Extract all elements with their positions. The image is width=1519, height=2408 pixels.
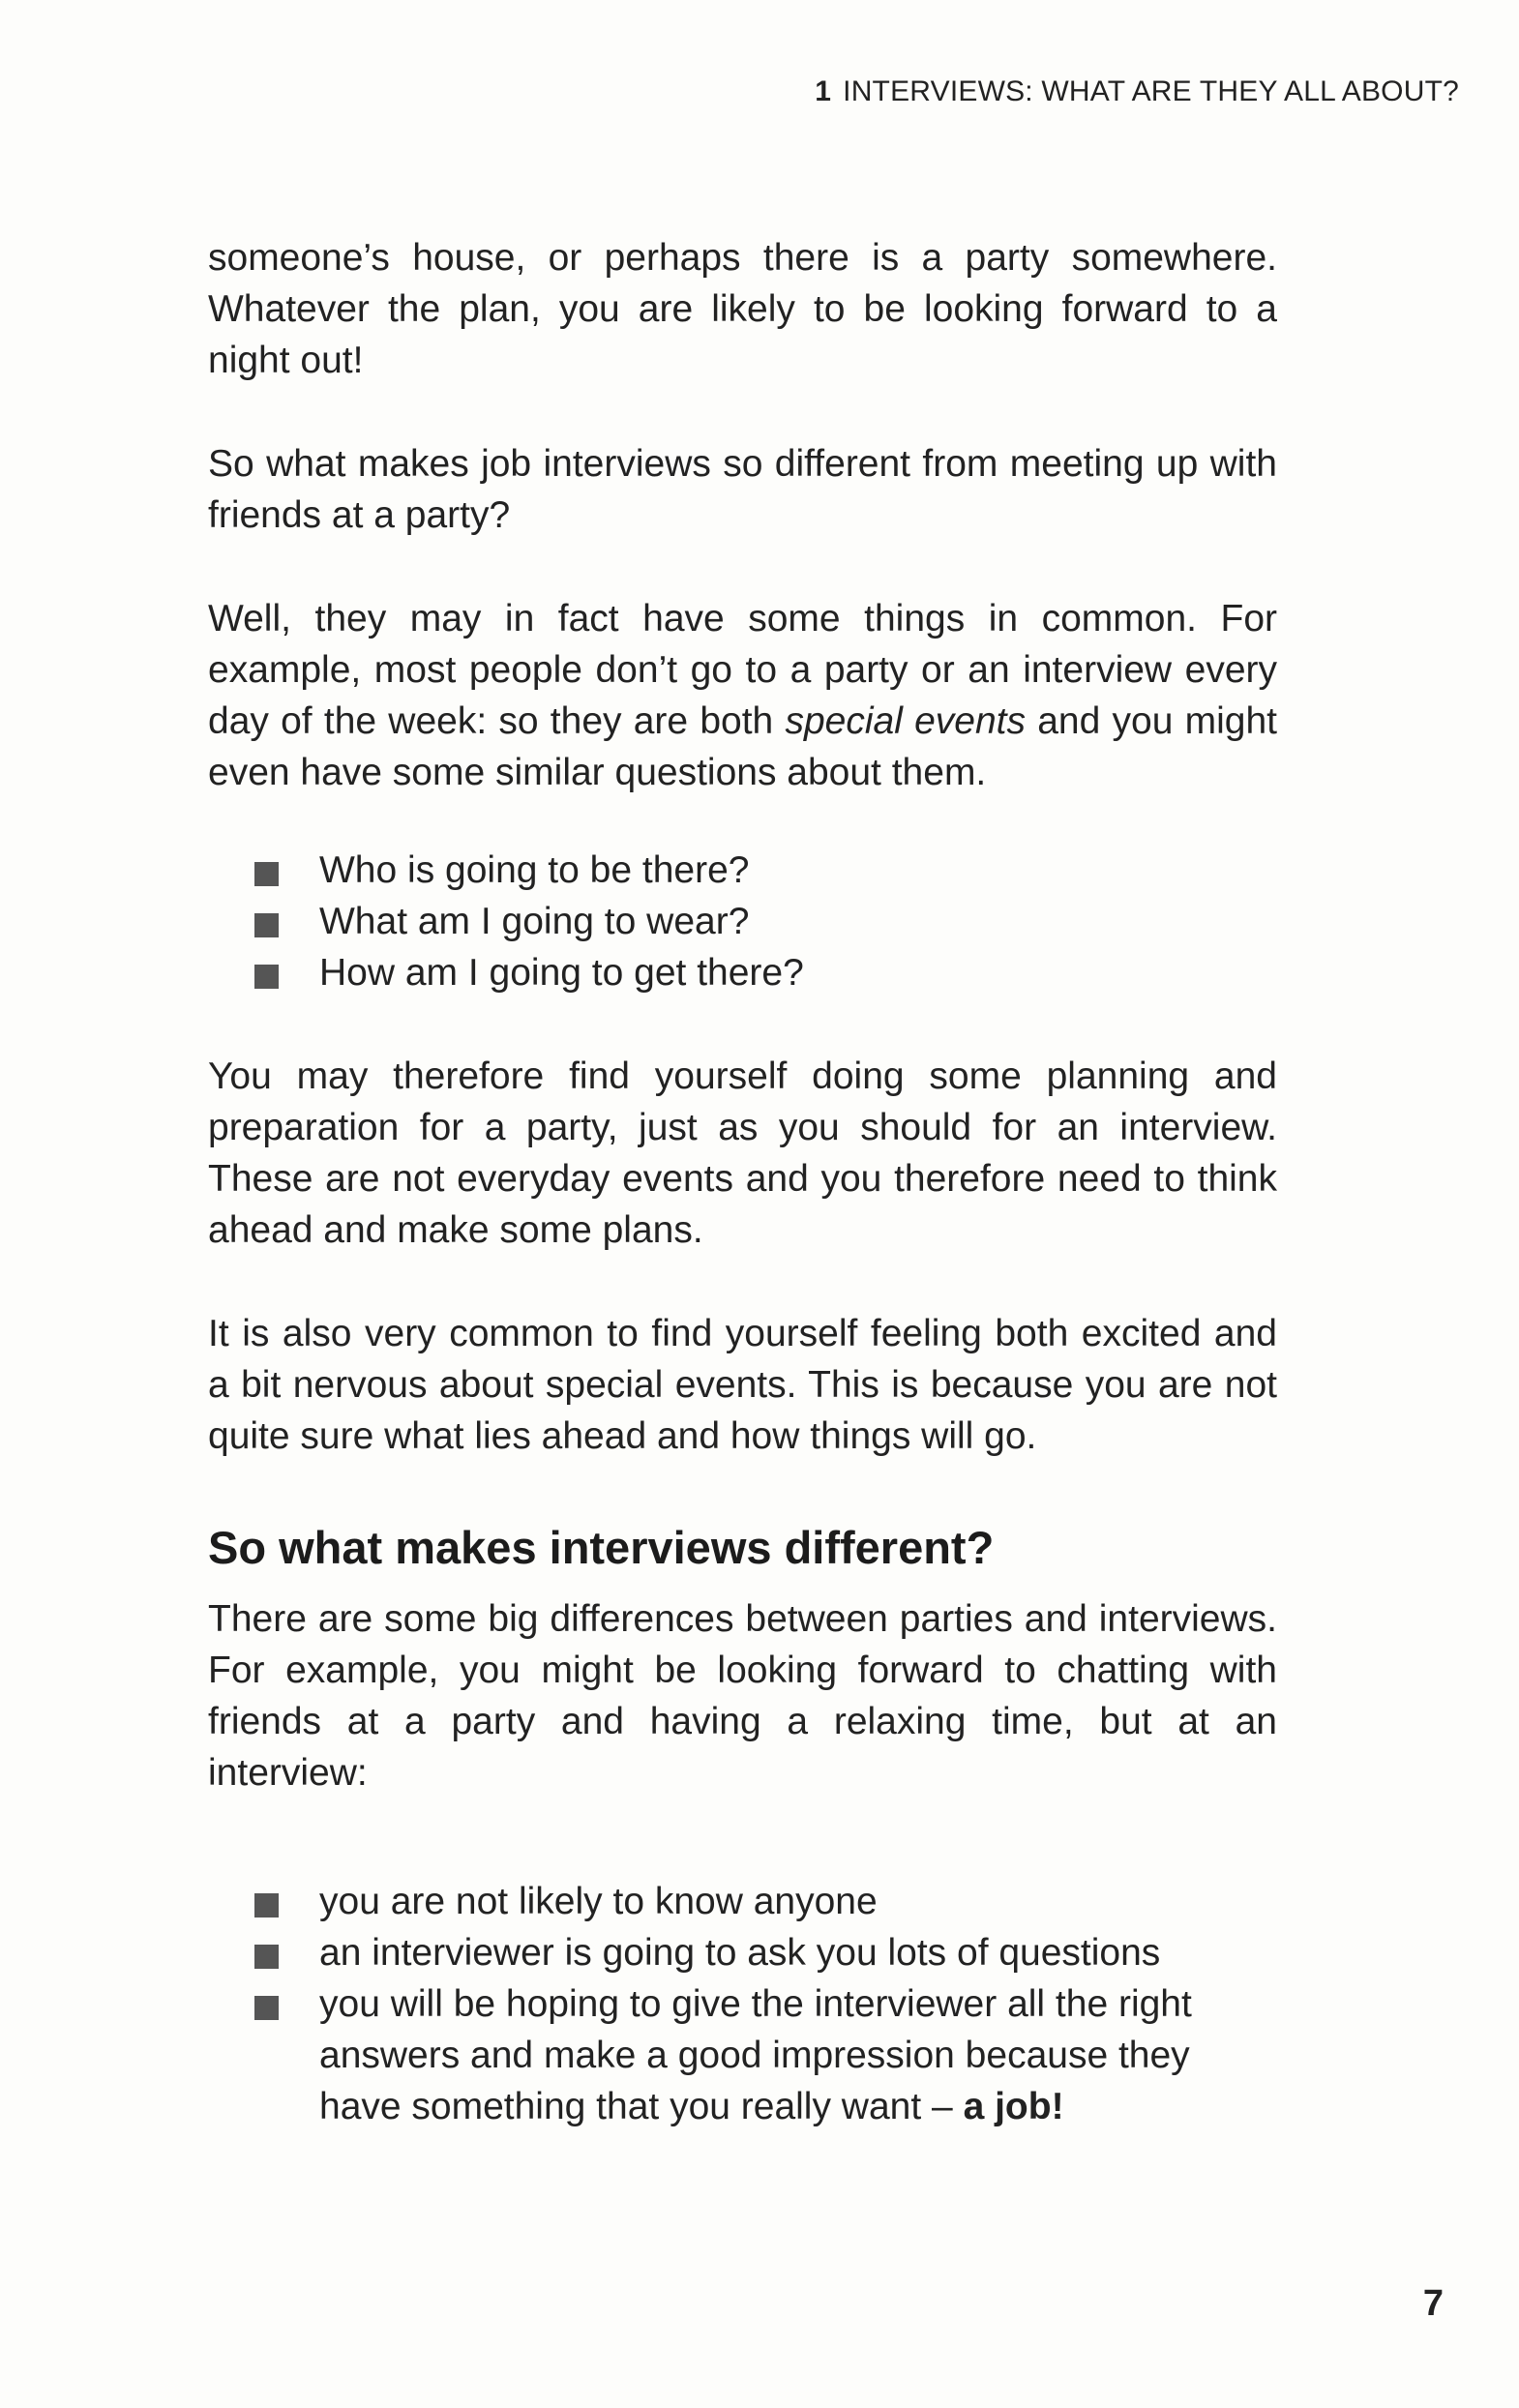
section-heading: So what makes interviews different?: [208, 1522, 995, 1573]
list-item: [208, 896, 1277, 947]
list-item-text: What am I going to wear?: [319, 901, 750, 942]
paragraph-3: [208, 593, 1277, 798]
paragraph-3-emphasis: special events: [785, 700, 1026, 742]
square-bullet-icon: [254, 965, 279, 989]
list-item-emphasis: a job!: [963, 2086, 1064, 2127]
paragraph-5: It is also very common to find yourself feeling both excited and a bit nervous about special events. This is because you are not quite sure what lies ahead and how things will go.: [208, 1313, 1277, 1457]
square-bullet-icon: [254, 862, 279, 886]
paragraph-1: someone’s house, or perhaps there is a party somewhere. Whatever the plan, you are likely to be looking forward to a night out!: [208, 237, 1277, 381]
list-item: [208, 1876, 1277, 1927]
paragraph-2: So what makes job interviews so different from meeting up with friends at a party?: [208, 443, 1277, 536]
list-item-text: you will be hoping to give the interviewer all the right answers and make a good impression because they have something that you really want –: [319, 1983, 1192, 2127]
paragraph-3-text-b: and you might even have some similar questions about them.: [208, 700, 1277, 793]
running-head: [815, 75, 1459, 108]
square-bullet-icon: [254, 913, 279, 937]
square-bullet-icon: [254, 1996, 279, 2020]
page-body: [208, 232, 1277, 2185]
paragraph-4: You may therefore find yourself doing some planning and preparation for a party, just as you should for an interview. These are not everyday events and you therefore need to think ahead and make some plans.: [208, 1055, 1277, 1251]
page-number: 7: [1422, 2283, 1444, 2324]
square-bullet-icon: [254, 1945, 279, 1969]
list-item-text: you are not likely to know anyone: [319, 1881, 878, 1922]
chapter-number: 1: [815, 75, 832, 107]
list-item-text: How am I going to get there?: [319, 952, 804, 994]
list-item-text: an interviewer is going to ask you lots of questions: [319, 1932, 1161, 1974]
differences-list: [208, 1876, 1277, 2132]
chapter-title: INTERVIEWS: WHAT ARE THEY ALL ABOUT?: [843, 75, 1459, 107]
questions-list: [208, 845, 1277, 998]
paragraph-6: There are some big differences between parties and interviews. For example, you might be looking forward to chatting with friends at a party and having a relaxing time, but at an interview:: [208, 1598, 1277, 1794]
square-bullet-icon: [254, 1893, 279, 1917]
list-item: [208, 845, 1277, 896]
paragraph-3-text-a: Well, they may in fact have some things in common. For example, most people don’t go to a party or an interview every day of the week: so they are both: [208, 598, 1277, 742]
list-item: [208, 947, 1277, 998]
list-item: [208, 1978, 1277, 2132]
list-item-text: Who is going to be there?: [319, 849, 750, 891]
list-item: [208, 1927, 1277, 1978]
